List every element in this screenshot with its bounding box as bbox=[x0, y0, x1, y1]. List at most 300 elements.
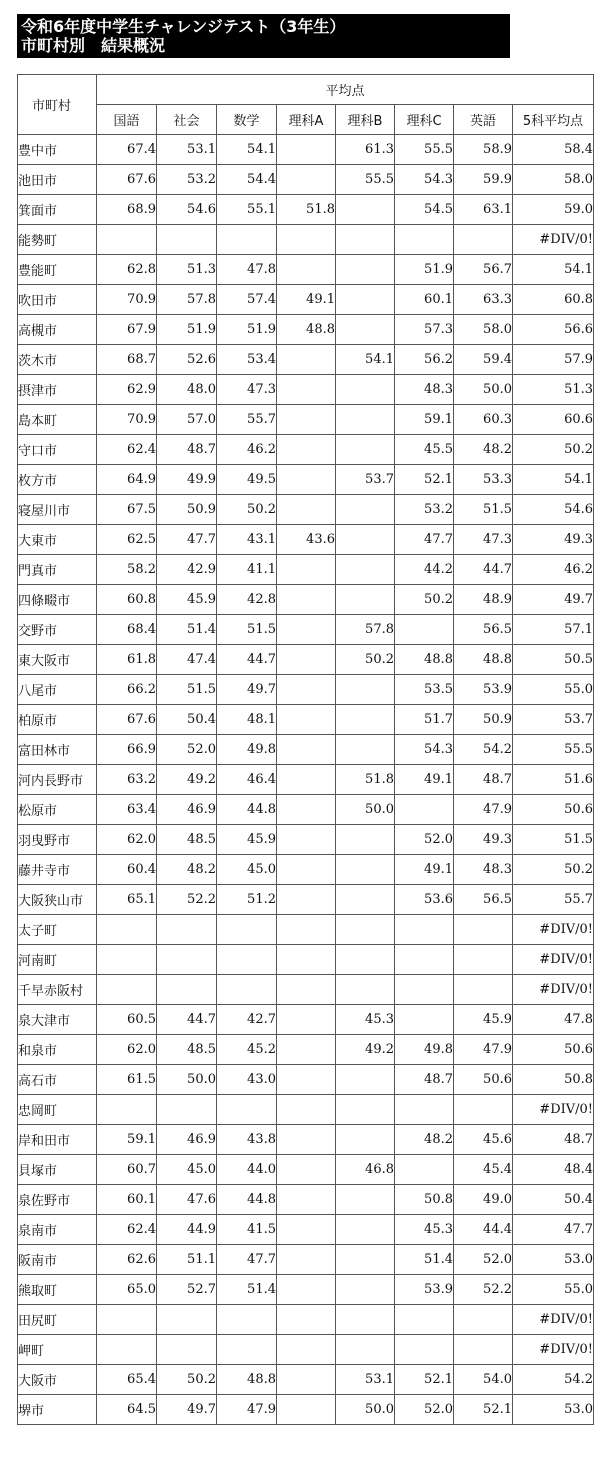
title-line-1: 令和6年度中学生チャレンジテスト（3年生） bbox=[21, 17, 346, 36]
science-a-cell bbox=[277, 255, 336, 285]
science-c-cell bbox=[395, 795, 454, 825]
five-subject-average-cell: 53.0 bbox=[513, 1245, 594, 1275]
municipality-name-cell: 泉佐野市 bbox=[18, 1185, 97, 1215]
science-c-cell: 53.9 bbox=[395, 1275, 454, 1305]
social-studies-cell: 50.2 bbox=[157, 1365, 217, 1395]
math-cell: 57.4 bbox=[217, 285, 277, 315]
science-c-cell bbox=[395, 225, 454, 255]
municipality-name-cell: 藤井寺市 bbox=[18, 855, 97, 885]
table-row bbox=[18, 345, 594, 375]
science-b-cell bbox=[336, 1095, 395, 1125]
science-a-cell bbox=[277, 1005, 336, 1035]
five-subject-average-cell: #DIV/0! bbox=[513, 225, 594, 255]
english-cell: 53.9 bbox=[454, 675, 513, 705]
table-row bbox=[18, 435, 594, 465]
municipality-name-cell: 河内長野市 bbox=[18, 765, 97, 795]
science-a-cell: 51.8 bbox=[277, 195, 336, 225]
social-studies-cell: 47.4 bbox=[157, 645, 217, 675]
math-cell bbox=[217, 225, 277, 255]
english-cell bbox=[454, 1305, 513, 1335]
science-c-cell: 52.1 bbox=[395, 1365, 454, 1395]
table-row bbox=[18, 1125, 594, 1155]
math-cell bbox=[217, 975, 277, 1005]
science-a-cell bbox=[277, 555, 336, 585]
five-subject-average-cell: 55.0 bbox=[513, 1275, 594, 1305]
japanese-cell bbox=[97, 225, 157, 255]
five-subject-average-cell: 47.7 bbox=[513, 1215, 594, 1245]
five-subject-average-cell: 60.6 bbox=[513, 405, 594, 435]
table-row bbox=[18, 1155, 594, 1185]
municipality-name-cell: 八尾市 bbox=[18, 675, 97, 705]
science-a-cell bbox=[277, 885, 336, 915]
japanese-cell: 62.8 bbox=[97, 255, 157, 285]
table-row bbox=[18, 465, 594, 495]
table-row bbox=[18, 1035, 594, 1065]
math-cell bbox=[217, 1095, 277, 1125]
science-c-cell: 48.7 bbox=[395, 1065, 454, 1095]
municipality-name-cell: 守口市 bbox=[18, 435, 97, 465]
social-studies-cell: 57.0 bbox=[157, 405, 217, 435]
science-c-cell: 54.3 bbox=[395, 735, 454, 765]
social-studies-cell: 52.6 bbox=[157, 345, 217, 375]
social-studies-cell: 49.2 bbox=[157, 765, 217, 795]
five-subject-average-cell: 50.2 bbox=[513, 435, 594, 465]
municipality-header: 市町村 bbox=[18, 75, 97, 135]
social-studies-cell: 48.5 bbox=[157, 1035, 217, 1065]
science-c-cell: 48.8 bbox=[395, 645, 454, 675]
english-cell bbox=[454, 225, 513, 255]
municipality-name-cell: 熊取町 bbox=[18, 1275, 97, 1305]
science-a-cell bbox=[277, 1095, 336, 1125]
header-row-group bbox=[18, 75, 594, 105]
science-a-cell bbox=[277, 1305, 336, 1335]
table-row bbox=[18, 375, 594, 405]
social-studies-cell: 53.2 bbox=[157, 165, 217, 195]
science-b-cell bbox=[336, 555, 395, 585]
table-row bbox=[18, 135, 594, 165]
math-cell: 47.3 bbox=[217, 375, 277, 405]
science-b-cell bbox=[336, 735, 395, 765]
column-header-science-a: 理科A bbox=[277, 105, 336, 135]
table-row bbox=[18, 405, 594, 435]
social-studies-cell bbox=[157, 1305, 217, 1335]
table-body bbox=[18, 135, 594, 1425]
english-cell: 51.5 bbox=[454, 495, 513, 525]
science-c-cell: 53.6 bbox=[395, 885, 454, 915]
english-cell bbox=[454, 1095, 513, 1125]
science-b-cell bbox=[336, 1215, 395, 1245]
social-studies-cell: 49.9 bbox=[157, 465, 217, 495]
five-subject-average-cell: 54.2 bbox=[513, 1365, 594, 1395]
japanese-cell: 65.4 bbox=[97, 1365, 157, 1395]
science-c-cell bbox=[395, 1155, 454, 1185]
math-cell: 44.8 bbox=[217, 1185, 277, 1215]
municipality-name-cell: 吹田市 bbox=[18, 285, 97, 315]
science-a-cell bbox=[277, 135, 336, 165]
science-b-cell bbox=[336, 855, 395, 885]
english-cell: 47.9 bbox=[454, 1035, 513, 1065]
english-cell: 58.9 bbox=[454, 135, 513, 165]
math-cell: 54.1 bbox=[217, 135, 277, 165]
science-a-cell bbox=[277, 1215, 336, 1245]
five-subject-average-cell: 60.8 bbox=[513, 285, 594, 315]
municipality-name-cell: 大阪市 bbox=[18, 1365, 97, 1395]
municipality-name-cell: 太子町 bbox=[18, 915, 97, 945]
science-b-cell bbox=[336, 255, 395, 285]
table-row bbox=[18, 555, 594, 585]
table-row bbox=[18, 585, 594, 615]
results-table bbox=[17, 74, 594, 1425]
science-a-cell bbox=[277, 945, 336, 975]
municipality-name-cell: 大東市 bbox=[18, 525, 97, 555]
five-subject-average-cell: #DIV/0! bbox=[513, 1305, 594, 1335]
municipality-name-cell: 豊能町 bbox=[18, 255, 97, 285]
science-b-cell bbox=[336, 525, 395, 555]
science-c-cell: 50.8 bbox=[395, 1185, 454, 1215]
social-studies-cell: 50.9 bbox=[157, 495, 217, 525]
science-a-cell bbox=[277, 345, 336, 375]
science-a-cell bbox=[277, 1125, 336, 1155]
municipality-name-cell: 和泉市 bbox=[18, 1035, 97, 1065]
math-cell bbox=[217, 945, 277, 975]
english-cell: 56.5 bbox=[454, 885, 513, 915]
english-cell: 50.9 bbox=[454, 705, 513, 735]
math-cell: 51.9 bbox=[217, 315, 277, 345]
table-row bbox=[18, 975, 594, 1005]
social-studies-cell: 54.6 bbox=[157, 195, 217, 225]
science-b-cell bbox=[336, 405, 395, 435]
column-header-math: 数学 bbox=[217, 105, 277, 135]
science-c-cell: 52.0 bbox=[395, 825, 454, 855]
five-subject-average-cell: 58.4 bbox=[513, 135, 594, 165]
science-a-cell bbox=[277, 1365, 336, 1395]
social-studies-cell: 48.5 bbox=[157, 825, 217, 855]
science-b-cell bbox=[336, 885, 395, 915]
english-cell: 56.5 bbox=[454, 615, 513, 645]
english-cell: 58.0 bbox=[454, 315, 513, 345]
science-a-cell bbox=[277, 1275, 336, 1305]
municipality-name-cell: 寝屋川市 bbox=[18, 495, 97, 525]
science-c-cell bbox=[395, 945, 454, 975]
science-b-cell: 55.5 bbox=[336, 165, 395, 195]
english-cell: 48.8 bbox=[454, 645, 513, 675]
japanese-cell: 62.5 bbox=[97, 525, 157, 555]
japanese-cell: 62.4 bbox=[97, 1215, 157, 1245]
science-a-cell bbox=[277, 855, 336, 885]
japanese-cell: 58.2 bbox=[97, 555, 157, 585]
municipality-name-cell: 島本町 bbox=[18, 405, 97, 435]
social-studies-cell: 47.7 bbox=[157, 525, 217, 555]
table-row bbox=[18, 615, 594, 645]
math-cell: 41.1 bbox=[217, 555, 277, 585]
japanese-cell: 63.2 bbox=[97, 765, 157, 795]
japanese-cell bbox=[97, 975, 157, 1005]
math-cell: 48.1 bbox=[217, 705, 277, 735]
table-row bbox=[18, 795, 594, 825]
science-b-cell bbox=[336, 975, 395, 1005]
science-a-cell bbox=[277, 225, 336, 255]
science-b-cell bbox=[336, 1065, 395, 1095]
math-cell: 43.1 bbox=[217, 525, 277, 555]
municipality-name-cell: 柏原市 bbox=[18, 705, 97, 735]
municipality-name-cell: 堺市 bbox=[18, 1395, 97, 1425]
english-cell: 52.2 bbox=[454, 1275, 513, 1305]
english-cell bbox=[454, 975, 513, 1005]
science-a-cell: 43.6 bbox=[277, 525, 336, 555]
table-row bbox=[18, 225, 594, 255]
five-subject-average-cell: 49.3 bbox=[513, 525, 594, 555]
science-c-cell: 50.2 bbox=[395, 585, 454, 615]
science-b-cell bbox=[336, 705, 395, 735]
municipality-name-cell: 河南町 bbox=[18, 945, 97, 975]
science-c-cell bbox=[395, 1335, 454, 1365]
social-studies-cell bbox=[157, 225, 217, 255]
japanese-cell: 67.9 bbox=[97, 315, 157, 345]
japanese-cell: 64.5 bbox=[97, 1395, 157, 1425]
math-cell: 51.5 bbox=[217, 615, 277, 645]
science-b-cell bbox=[336, 315, 395, 345]
science-c-cell bbox=[395, 975, 454, 1005]
math-cell: 42.7 bbox=[217, 1005, 277, 1035]
table-row bbox=[18, 1215, 594, 1245]
table-row bbox=[18, 1185, 594, 1215]
math-cell: 41.5 bbox=[217, 1215, 277, 1245]
japanese-cell bbox=[97, 1095, 157, 1125]
english-cell: 49.3 bbox=[454, 825, 513, 855]
municipality-name-cell: 岬町 bbox=[18, 1335, 97, 1365]
science-c-cell: 53.2 bbox=[395, 495, 454, 525]
municipality-name-cell: 枚方市 bbox=[18, 465, 97, 495]
math-cell: 55.7 bbox=[217, 405, 277, 435]
japanese-cell: 70.9 bbox=[97, 405, 157, 435]
math-cell: 43.0 bbox=[217, 1065, 277, 1095]
japanese-cell: 65.0 bbox=[97, 1275, 157, 1305]
column-header-english: 英語 bbox=[454, 105, 513, 135]
science-b-cell bbox=[336, 1305, 395, 1335]
social-studies-cell: 48.0 bbox=[157, 375, 217, 405]
municipality-name-cell: 茨木市 bbox=[18, 345, 97, 375]
social-studies-cell: 52.0 bbox=[157, 735, 217, 765]
column-header-five-subject-average: 5科平均点 bbox=[513, 105, 594, 135]
science-a-cell bbox=[277, 825, 336, 855]
english-cell: 63.1 bbox=[454, 195, 513, 225]
english-cell: 56.7 bbox=[454, 255, 513, 285]
science-b-cell bbox=[336, 1125, 395, 1155]
table-row bbox=[18, 1095, 594, 1125]
science-c-cell: 53.5 bbox=[395, 675, 454, 705]
english-cell: 48.3 bbox=[454, 855, 513, 885]
science-a-cell bbox=[277, 375, 336, 405]
municipality-name-cell: 大阪狭山市 bbox=[18, 885, 97, 915]
table-row bbox=[18, 1065, 594, 1095]
science-a-cell bbox=[277, 735, 336, 765]
social-studies-cell bbox=[157, 975, 217, 1005]
english-cell: 47.3 bbox=[454, 525, 513, 555]
science-b-cell: 53.1 bbox=[336, 1365, 395, 1395]
municipality-name-cell: 岸和田市 bbox=[18, 1125, 97, 1155]
science-b-cell bbox=[336, 195, 395, 225]
table-row bbox=[18, 1305, 594, 1335]
municipality-name-cell: 忠岡町 bbox=[18, 1095, 97, 1125]
science-b-cell: 50.2 bbox=[336, 645, 395, 675]
municipality-name-cell: 池田市 bbox=[18, 165, 97, 195]
five-subject-average-cell: 54.1 bbox=[513, 255, 594, 285]
science-c-cell: 56.2 bbox=[395, 345, 454, 375]
social-studies-cell: 52.7 bbox=[157, 1275, 217, 1305]
table-row bbox=[18, 1335, 594, 1365]
science-b-cell bbox=[336, 495, 395, 525]
science-a-cell bbox=[277, 465, 336, 495]
science-a-cell bbox=[277, 1395, 336, 1425]
japanese-cell: 60.5 bbox=[97, 1005, 157, 1035]
five-subject-average-cell: 50.6 bbox=[513, 1035, 594, 1065]
science-c-cell: 45.5 bbox=[395, 435, 454, 465]
science-c-cell: 57.3 bbox=[395, 315, 454, 345]
five-subject-average-cell: 55.0 bbox=[513, 675, 594, 705]
municipality-name-cell: 門真市 bbox=[18, 555, 97, 585]
english-cell: 54.0 bbox=[454, 1365, 513, 1395]
table-row bbox=[18, 165, 594, 195]
math-cell: 46.4 bbox=[217, 765, 277, 795]
social-studies-cell: 46.9 bbox=[157, 1125, 217, 1155]
social-studies-cell: 51.4 bbox=[157, 615, 217, 645]
report-title bbox=[17, 14, 510, 58]
english-cell: 44.7 bbox=[454, 555, 513, 585]
table-row bbox=[18, 735, 594, 765]
english-cell: 54.2 bbox=[454, 735, 513, 765]
japanese-cell: 67.6 bbox=[97, 165, 157, 195]
science-b-cell: 46.8 bbox=[336, 1155, 395, 1185]
municipality-name-cell: 箕面市 bbox=[18, 195, 97, 225]
science-c-cell: 59.1 bbox=[395, 405, 454, 435]
english-cell: 53.3 bbox=[454, 465, 513, 495]
five-subject-average-cell: 53.7 bbox=[513, 705, 594, 735]
science-c-cell: 47.7 bbox=[395, 525, 454, 555]
japanese-cell bbox=[97, 915, 157, 945]
five-subject-average-cell: #DIV/0! bbox=[513, 1335, 594, 1365]
table-row bbox=[18, 765, 594, 795]
math-cell: 51.4 bbox=[217, 1275, 277, 1305]
table-row bbox=[18, 855, 594, 885]
science-a-cell bbox=[277, 765, 336, 795]
science-a-cell bbox=[277, 975, 336, 1005]
math-cell: 46.2 bbox=[217, 435, 277, 465]
municipality-name-cell: 貝塚市 bbox=[18, 1155, 97, 1185]
japanese-cell: 68.4 bbox=[97, 615, 157, 645]
five-subject-average-cell: 58.0 bbox=[513, 165, 594, 195]
five-subject-average-cell: 50.8 bbox=[513, 1065, 594, 1095]
math-cell bbox=[217, 915, 277, 945]
five-subject-average-cell: 50.2 bbox=[513, 855, 594, 885]
science-a-cell bbox=[277, 705, 336, 735]
five-subject-average-cell: 59.0 bbox=[513, 195, 594, 225]
science-a-cell bbox=[277, 435, 336, 465]
math-cell: 49.8 bbox=[217, 735, 277, 765]
social-studies-cell bbox=[157, 1335, 217, 1365]
five-subject-average-cell: #DIV/0! bbox=[513, 975, 594, 1005]
english-cell: 45.4 bbox=[454, 1155, 513, 1185]
table-row bbox=[18, 1395, 594, 1425]
japanese-cell: 62.4 bbox=[97, 435, 157, 465]
social-studies-cell: 57.8 bbox=[157, 285, 217, 315]
municipality-name-cell: 阪南市 bbox=[18, 1245, 97, 1275]
municipality-name-cell: 四條畷市 bbox=[18, 585, 97, 615]
municipality-name-cell: 泉南市 bbox=[18, 1215, 97, 1245]
five-subject-average-cell: 47.8 bbox=[513, 1005, 594, 1035]
table-row bbox=[18, 915, 594, 945]
math-cell: 44.0 bbox=[217, 1155, 277, 1185]
five-subject-average-cell: 55.7 bbox=[513, 885, 594, 915]
japanese-cell: 70.9 bbox=[97, 285, 157, 315]
table-row bbox=[18, 285, 594, 315]
english-cell: 45.6 bbox=[454, 1125, 513, 1155]
social-studies-cell: 47.6 bbox=[157, 1185, 217, 1215]
science-a-cell: 48.8 bbox=[277, 315, 336, 345]
social-studies-cell: 50.0 bbox=[157, 1065, 217, 1095]
math-cell: 45.2 bbox=[217, 1035, 277, 1065]
japanese-cell: 60.4 bbox=[97, 855, 157, 885]
five-subject-average-cell: 49.7 bbox=[513, 585, 594, 615]
math-cell: 45.9 bbox=[217, 825, 277, 855]
math-cell: 45.0 bbox=[217, 855, 277, 885]
math-cell: 53.4 bbox=[217, 345, 277, 375]
japanese-cell: 60.7 bbox=[97, 1155, 157, 1185]
science-b-cell: 49.2 bbox=[336, 1035, 395, 1065]
social-studies-cell: 46.9 bbox=[157, 795, 217, 825]
japanese-cell: 67.6 bbox=[97, 705, 157, 735]
science-c-cell: 51.7 bbox=[395, 705, 454, 735]
math-cell: 48.8 bbox=[217, 1365, 277, 1395]
science-a-cell bbox=[277, 1035, 336, 1065]
social-studies-cell: 51.3 bbox=[157, 255, 217, 285]
science-c-cell bbox=[395, 915, 454, 945]
science-b-cell: 45.3 bbox=[336, 1005, 395, 1035]
municipality-name-cell: 千早赤阪村 bbox=[18, 975, 97, 1005]
science-c-cell: 44.2 bbox=[395, 555, 454, 585]
social-studies-cell bbox=[157, 945, 217, 975]
municipality-name-cell: 田尻町 bbox=[18, 1305, 97, 1335]
five-subject-average-cell: 54.6 bbox=[513, 495, 594, 525]
column-header-science-c: 理科C bbox=[395, 105, 454, 135]
science-c-cell: 52.1 bbox=[395, 465, 454, 495]
math-cell: 49.5 bbox=[217, 465, 277, 495]
japanese-cell: 68.9 bbox=[97, 195, 157, 225]
science-b-cell bbox=[336, 585, 395, 615]
science-c-cell: 48.2 bbox=[395, 1125, 454, 1155]
english-cell: 48.9 bbox=[454, 585, 513, 615]
social-studies-cell: 48.7 bbox=[157, 435, 217, 465]
five-subject-average-cell: 55.5 bbox=[513, 735, 594, 765]
english-cell: 50.6 bbox=[454, 1065, 513, 1095]
english-cell: 49.0 bbox=[454, 1185, 513, 1215]
average-score-header: 平均点 bbox=[97, 75, 594, 105]
science-c-cell: 60.1 bbox=[395, 285, 454, 315]
science-b-cell bbox=[336, 945, 395, 975]
table-row bbox=[18, 1005, 594, 1035]
science-a-cell bbox=[277, 675, 336, 705]
science-b-cell bbox=[336, 435, 395, 465]
five-subject-average-cell: 51.6 bbox=[513, 765, 594, 795]
science-b-cell bbox=[336, 1275, 395, 1305]
math-cell: 54.4 bbox=[217, 165, 277, 195]
science-b-cell bbox=[336, 375, 395, 405]
municipality-name-cell: 摂津市 bbox=[18, 375, 97, 405]
science-a-cell bbox=[277, 1065, 336, 1095]
science-a-cell bbox=[277, 495, 336, 525]
table-row bbox=[18, 1275, 594, 1305]
science-c-cell: 48.3 bbox=[395, 375, 454, 405]
table-row bbox=[18, 675, 594, 705]
